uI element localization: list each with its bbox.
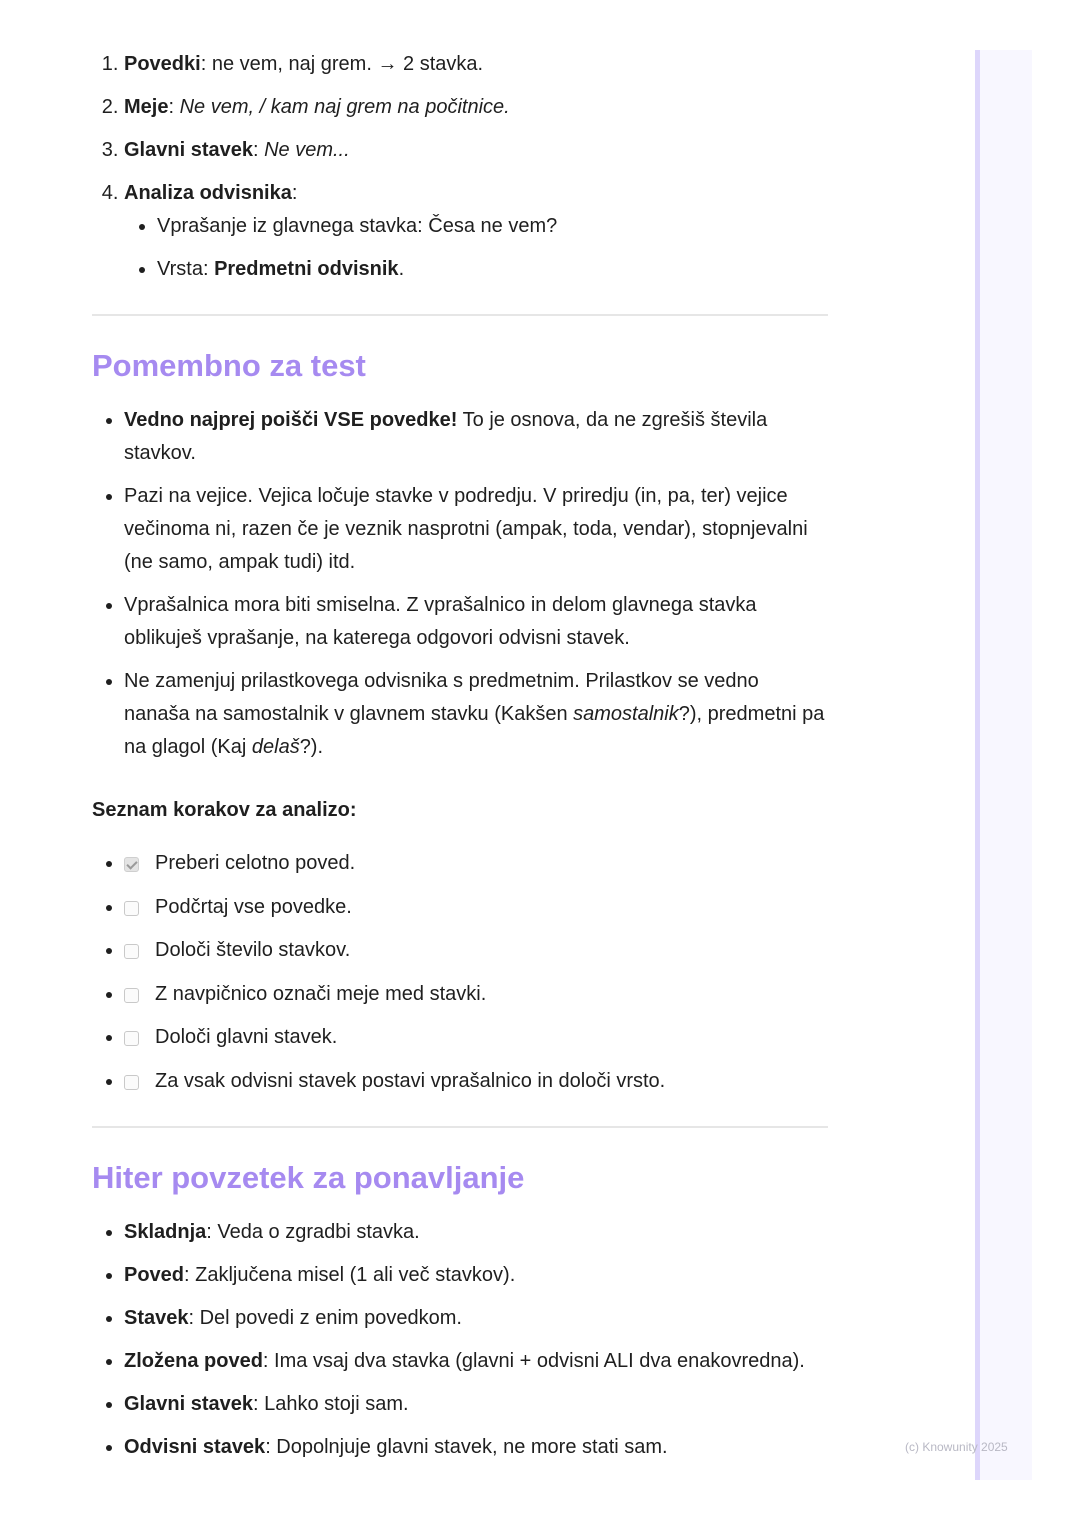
- list-item: 1. Povedki: ne vem, naj grem. → 2 stavka.: [124, 48, 828, 81]
- checklist-item: • Določi število stavkov.: [124, 934, 828, 967]
- list-item: • Odvisni stavek: Dopolnjuje glavni stavek, ne more stati sam.: [124, 1431, 828, 1464]
- sidebar-panel: [975, 50, 1032, 1480]
- list-item: • Vrsta: Predmetni odvisnik.: [157, 253, 828, 286]
- checkbox[interactable]: [124, 944, 139, 959]
- list-item: 4. Analiza odvisnika: • Vprašanje iz glavnega stavka: Česa ne vem? • Vrsta: Predmetni odvisnik.: [124, 177, 828, 286]
- checkbox[interactable]: [124, 1031, 139, 1046]
- checkbox[interactable]: [124, 1075, 139, 1090]
- analysis-steps-list: [92, 48, 828, 286]
- checklist-item: • Podčrtaj vse povedke.: [124, 891, 828, 924]
- divider: [92, 314, 828, 316]
- list-item: 3. Glavni stavek: Ne vem...: [124, 134, 828, 167]
- checklist-item: • Določi glavni stavek.: [124, 1021, 828, 1054]
- checklist-item: • Preberi celotno poved.: [124, 847, 828, 880]
- sub-list: [124, 210, 828, 286]
- checklist: [92, 847, 828, 1098]
- list-item: • Glavni stavek: Lahko stoji sam.: [124, 1388, 828, 1421]
- list-item: • Stavek: Del povedi z enim povedkom.: [124, 1302, 828, 1335]
- section-title: Hiter povzetek za ponavljanje: [92, 1159, 525, 1195]
- test-tips-list: [92, 404, 828, 764]
- list-item: • Pazi na vejice. Vejica ločuje stavke v podredju. V priredju (in, pa, ter) vejice večinoma ni, razen če je veznik nasprotni (ampak, toda, vendar), stopnjevalni (ne samo, ampak tudi) itd.: [124, 480, 828, 579]
- checklist-item: • Za vsak odvisni stavek postavi vprašalnico in določi vrsto.: [124, 1065, 828, 1098]
- section-title: Pomembno za test: [92, 348, 366, 383]
- list-item: • Vedno najprej poišči VSE povedke! To je osnova, da ne zgrešiš števila stavkov.: [124, 404, 828, 470]
- checkbox[interactable]: [124, 988, 139, 1003]
- list-item: • Skladnja: Veda o zgradbi stavka.: [124, 1216, 828, 1249]
- document-content: [92, 48, 828, 1474]
- divider: [92, 1126, 828, 1128]
- checkbox[interactable]: [124, 901, 139, 916]
- list-item: 2. Meje: Ne vem, / kam naj grem na počitnice.: [124, 91, 828, 124]
- summary-list: [92, 1216, 828, 1464]
- list-item: • Zložena poved: Ima vsaj dva stavka (glavni + odvisni ALI dva enakovredna).: [124, 1345, 828, 1378]
- list-item: • Vprašanje iz glavnega stavka: Česa ne vem?: [157, 210, 828, 243]
- list-item: • Vprašalnica mora biti smiselna. Z vprašalnico in delom glavnega stavka oblikuješ vprašanje, na katerega odgovori odvisni stavek.: [124, 589, 828, 655]
- checklist-heading: Seznam korakov za analizo:: [92, 799, 357, 821]
- copyright-note: (c) Knowunity 2025: [905, 1440, 1008, 1454]
- checkbox[interactable]: [124, 857, 139, 872]
- list-item: • Poved: Zaključena misel (1 ali več stavkov).: [124, 1259, 828, 1292]
- list-item: • Ne zamenjuj prilastkovega odvisnika s predmetnim. Prilastkov se vedno nanaša na samostalnik v glavnem stavku (Kakšen samostalnik?), predmetni pa na glagol (Kaj delaš?).: [124, 665, 828, 764]
- checklist-item: • Z navpičnico označi meje med stavki.: [124, 978, 828, 1011]
